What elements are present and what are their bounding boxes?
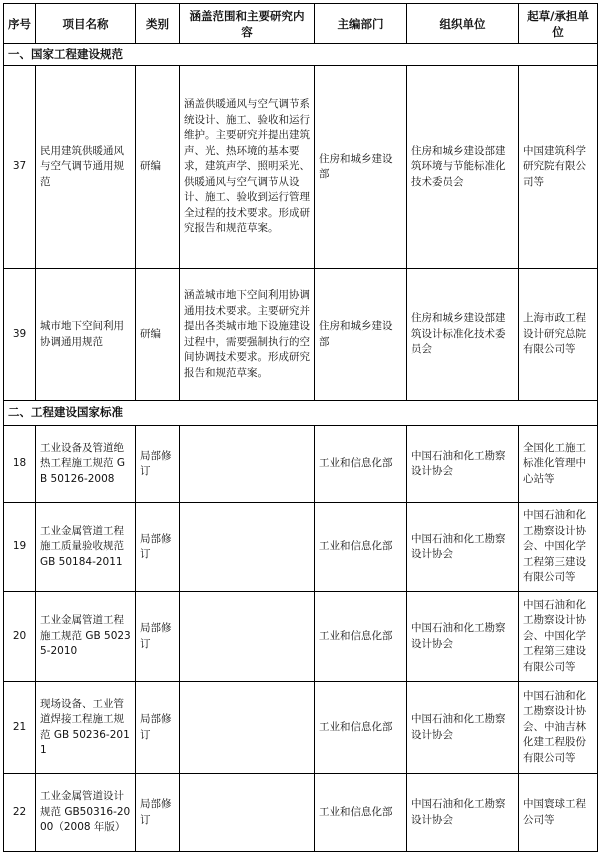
table-row <box>4 503 598 592</box>
standards-plan-table <box>3 3 598 852</box>
cell-drafter: 中国建筑科学研究院有限公司等 <box>519 66 598 269</box>
cell-dept: 工业和信息化部 <box>315 774 407 852</box>
cell-dept: 住房和城乡建设部 <box>315 66 407 269</box>
section-title: 一、国家工程建设规范 <box>4 44 598 66</box>
header-org: 组织单位 <box>407 4 519 44</box>
table-row <box>4 269 598 401</box>
cell-seq: 22 <box>4 774 36 852</box>
table-row <box>4 66 598 269</box>
header-seq: 序号 <box>4 4 36 44</box>
table-row <box>4 426 598 503</box>
cell-drafter: 中国石油和化工勘察设计协会、中油吉林化建工程股份有限公司等 <box>519 682 598 774</box>
cell-category: 局部修订 <box>136 503 180 592</box>
cell-name: 工业金属管道工程施工质量验收规范 GB 50184-2011 <box>36 503 136 592</box>
section-title: 二、工程建设国家标准 <box>4 401 598 426</box>
cell-org: 住房和城乡建设部建筑设计标准化技术委员会 <box>407 269 519 401</box>
cell-org: 中国石油和化工勘察设计协会 <box>407 774 519 852</box>
cell-name: 工业金属管道设计规范 GB50316-2000（2008 年版） <box>36 774 136 852</box>
cell-scope <box>180 682 315 774</box>
cell-org: 中国石油和化工勘察设计协会 <box>407 682 519 774</box>
cell-category: 局部修订 <box>136 774 180 852</box>
cell-org: 住房和城乡建设部建筑环境与节能标准化技术委员会 <box>407 66 519 269</box>
cell-name: 工业金属管道工程施工规范 GB 50235-2010 <box>36 592 136 682</box>
cell-drafter: 中国石油和化工勘察设计协会、中国化学工程第三建设有限公司等 <box>519 503 598 592</box>
cell-seq: 19 <box>4 503 36 592</box>
cell-name: 工业设备及管道绝热工程施工规范 GB 50126-2008 <box>36 426 136 503</box>
section-row <box>4 401 598 426</box>
cell-category: 局部修订 <box>136 426 180 503</box>
cell-category: 研编 <box>136 66 180 269</box>
header-category: 类别 <box>136 4 180 44</box>
table-row <box>4 774 598 852</box>
cell-org: 中国石油和化工勘察设计协会 <box>407 592 519 682</box>
cell-dept: 工业和信息化部 <box>315 592 407 682</box>
cell-drafter: 全国化工施工标准化管理中心站等 <box>519 426 598 503</box>
cell-org: 中国石油和化工勘察设计协会 <box>407 426 519 503</box>
header-drafter: 起草/承担单位 <box>519 4 598 44</box>
cell-name: 民用建筑供暖通风与空气调节通用规范 <box>36 66 136 269</box>
cell-seq: 39 <box>4 269 36 401</box>
table-row <box>4 682 598 774</box>
cell-scope: 涵盖城市地下空间利用协调通用技术要求。主要研究并提出各类城市地下设施建设过程中，需要强制执行的空间协调技术要求。形成研究报告和规范草案。 <box>180 269 315 401</box>
cell-category: 局部修订 <box>136 682 180 774</box>
cell-category: 局部修订 <box>136 592 180 682</box>
cell-dept: 工业和信息化部 <box>315 426 407 503</box>
cell-seq: 21 <box>4 682 36 774</box>
cell-dept: 工业和信息化部 <box>315 503 407 592</box>
cell-scope <box>180 426 315 503</box>
table-row <box>4 592 598 682</box>
cell-dept: 工业和信息化部 <box>315 682 407 774</box>
cell-seq: 20 <box>4 592 36 682</box>
cell-category: 研编 <box>136 269 180 401</box>
cell-dept: 住房和城乡建设部 <box>315 269 407 401</box>
cell-seq: 37 <box>4 66 36 269</box>
header-name: 项目名称 <box>36 4 136 44</box>
cell-scope <box>180 592 315 682</box>
cell-scope <box>180 503 315 592</box>
cell-seq: 18 <box>4 426 36 503</box>
header-scope: 涵盖范围和主要研究内容 <box>180 4 315 44</box>
cell-scope <box>180 774 315 852</box>
section-row <box>4 44 598 66</box>
cell-org: 中国石油和化工勘察设计协会 <box>407 503 519 592</box>
cell-drafter: 中国石油和化工勘察设计协会、中国化学工程第三建设有限公司等 <box>519 592 598 682</box>
cell-name: 现场设备、工业管道焊接工程施工规范 GB 50236-2011 <box>36 682 136 774</box>
table-header-row <box>4 4 598 44</box>
cell-drafter: 上海市政工程设计研究总院有限公司等 <box>519 269 598 401</box>
header-dept: 主编部门 <box>315 4 407 44</box>
cell-scope: 涵盖供暖通风与空气调节系统设计、施工、验收和运行维护。主要研究并提出建筑声、光、热环境的基本要求，建筑声学、照明采光、供暖通风与空气调节从设计、施工、验收到运行管理全过程的技术要求。形成研究报告和规范草案。 <box>180 66 315 269</box>
cell-drafter: 中国寰球工程公司等 <box>519 774 598 852</box>
cell-name: 城市地下空间利用协调通用规范 <box>36 269 136 401</box>
